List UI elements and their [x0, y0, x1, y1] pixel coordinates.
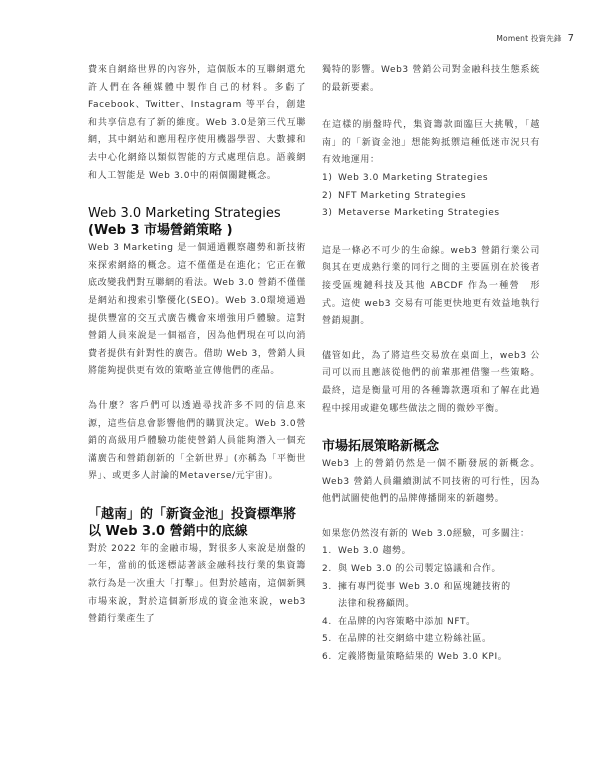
list-item: 1. Web 3.0 趨勢。: [322, 546, 412, 557]
balance-paragraph: 儘管如此，為了將這些交易放在桌面上，web3 公司可以而且應該從他們的前輩那裡借鑒一些策略。最終，這是衡量可用的各種籌款選項和了解在此過程中採用或避免哪些做法之間的微妙平衡。: [322, 350, 540, 414]
list-item: 6. 定義將衡量策略結果的 Web 3.0 KPI。: [322, 652, 508, 663]
list-item: 4. 在品牌的內容策略中添加 NFT。: [322, 616, 476, 627]
list-item: 5. 在品牌的社交網絡中建立粉絲社區。: [322, 634, 492, 645]
page-header: [496, 30, 574, 46]
left-column: [88, 62, 306, 629]
page-number: 7: [567, 32, 574, 44]
section-heading-new-concept: 市場拓展策略新概念: [322, 439, 440, 455]
list-item: 3) Metaverse Marketing Strategies: [322, 208, 500, 219]
list-item: 1) Web 3.0 Marketing Strategies: [322, 172, 489, 183]
section-heading-vietnam-fund: [88, 506, 306, 540]
publication-name: Moment 投資先鋒: [496, 33, 562, 43]
section-heading-web3-marketing: [88, 205, 306, 239]
section-heading-line-2: 以 Web 3.0 營銷中的底線: [88, 523, 248, 539]
crash-era-paragraph: 在這樣的崩盤時代，集資籌款面臨巨大挑戰，「越南」的「新資金池」想能夠抵禦這種低迷市況只有有效地運用：: [322, 120, 540, 166]
intro-paragraph: 費來自網絡世界的內容外，這個版本的互聯網還允許人們在各種媒體中製作自己的材料。多虧了 Facebook、Twitter、Instagram 等平台，創建和共享信息有了新的維度。Web 3.0是第三代互聯網，其中網站和應用程序使用機器學習、大數據和去中心化網絡以類似智能的方式處理信息。語義網和人工智能是 Web 3.0中的兩個關鍵概念。: [88, 65, 306, 181]
lifeline-paragraph: 這是一條必不可少的生命線。web3 營銷行業公司與其在更成熟行業的同行之間的主要區別在於後者接受區塊鏈科技及其他 ABCDF 作為一種營 形式。這使 web3 交易有可能更快地更有效益地執行營銷規劃。: [322, 245, 540, 327]
list-item: 3. 擁有專門從事 Web 3.0 和區塊鏈技術的 法律和稅務顧問。: [322, 581, 511, 610]
web3-marketing-paragraph-2: 為什麼？客戶們可以透過尋找許多不同的信息來源，這些信息會影響他們的購買決定。Web 3.0營銷的高級用戶體驗功能使營銷人員能夠潛入一個充滿廣告和營銷創新的「全新世界」(亦稱為「平衡世界」、或更多人討論的Metaverse/元宇宙)。: [88, 400, 306, 482]
vietnam-fund-paragraph: 對於 2022 年的金融市場，對很多人來說是崩盤的一年，當前的低迷標誌著該金融科技行業的集資籌款行為是一次重大「打擊」。但對於越南，這個新興市場來說，對於這個新形成的資金池來說，web3 營銷行業產生了: [88, 543, 306, 625]
list-item: 2) NFT Marketing Strategies: [322, 190, 467, 201]
new-concept-paragraph: Web3 上的營銷仍然是一個不斷發展的新概念。Web3 營銷人員繼續測試不同技術的可行性，因為他們試圖使他們的品牌傳播開來的新趨勢。: [322, 459, 540, 505]
section-heading-line-1: Web 3.0 Marketing Strategies: [88, 206, 281, 222]
section-heading-line-1: 「越南」的「新資金池」投資標準將: [88, 506, 297, 522]
suggestion-list: [322, 543, 540, 666]
suggestion-intro: 如果您仍然沒有新的 Web 3.0經驗，可多關注：: [322, 528, 530, 539]
strategy-list: [322, 170, 540, 223]
continued-paragraph: 獨特的影響。Web3 營銷公司對金融科技生態系統的最新要素。: [322, 65, 540, 93]
right-column: [322, 62, 540, 667]
web3-marketing-paragraph-1: Web 3 Marketing 是一個通過觀察趨勢和新技術來探索網絡的概念。這不僅僅是在進化；它正在徹底改變我們對互聯網的看法。Web 3.0 營銷不僅僅是網站和搜索引擎優化(SEO)。Web 3.0環境通過提供豐富的交互式廣告機會來增強用戶體驗。這對營銷人員來說是一個福音，因為他們現在可以向消費者提供有針對性的廣告。借助 Web 3，營銷人員將能夠提供更有效的策略並宣傳他們的產品。: [88, 243, 306, 377]
section-heading-line-2: (Web 3 市場營銷策略 ): [88, 223, 233, 239]
list-item: 2. 與 Web 3.0 的公司製定協議和合作。: [322, 564, 502, 575]
